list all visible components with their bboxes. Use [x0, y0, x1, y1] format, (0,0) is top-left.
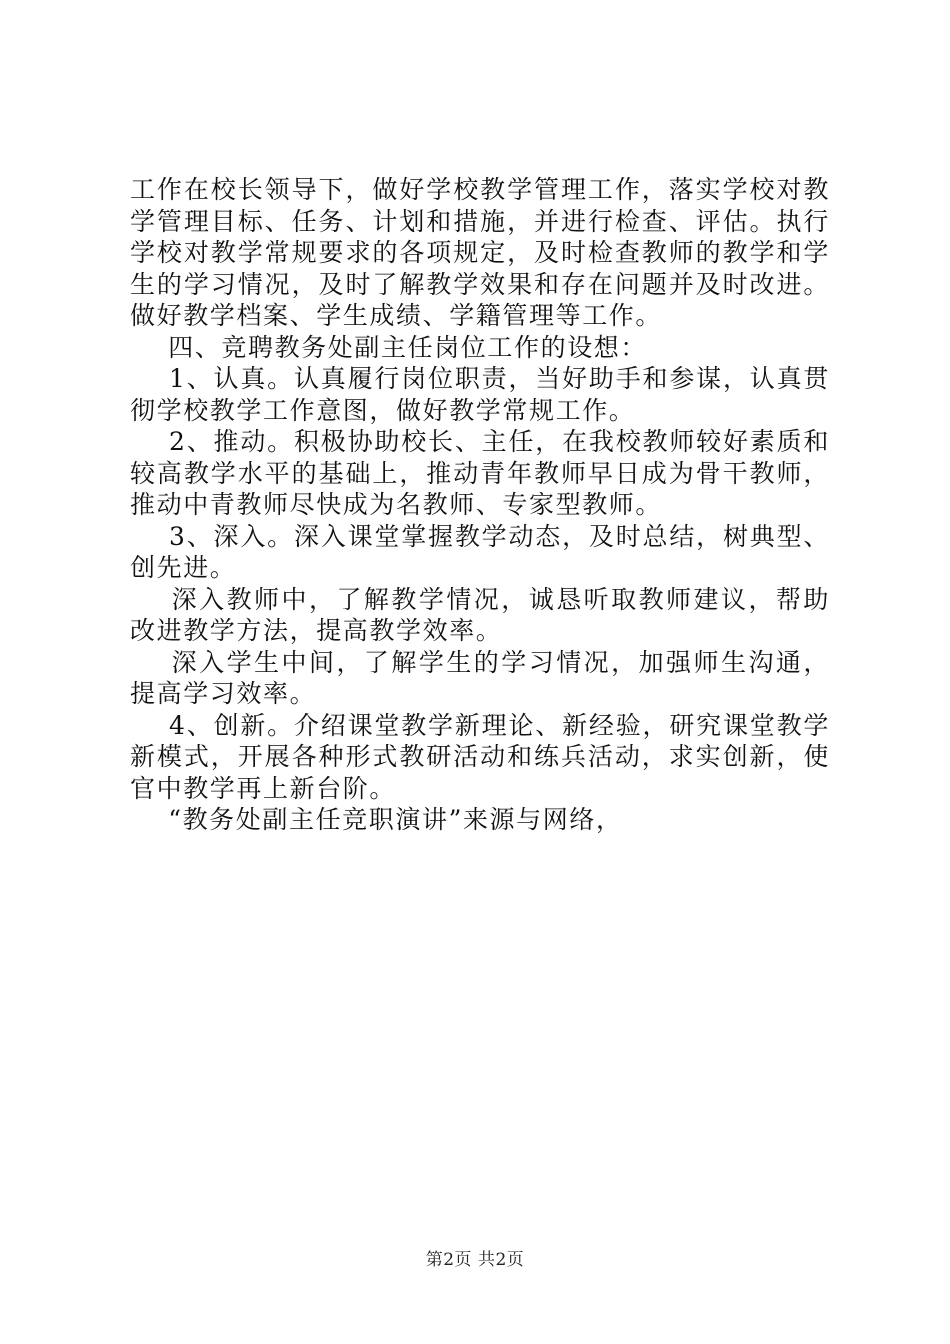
paragraph-point-3-students: 深入学生中间，了解学生的学习情况，加强师生沟通，提高学习效率。 — [130, 647, 830, 708]
paragraph-point-1: 1、认真。认真履行岗位职责，当好助手和参谋，认真贯彻学校教学工作意图，做好教学常规工作。 — [130, 364, 830, 425]
paragraph-point-2: 2、推动。积极协助校长、主任，在我校教师较好素质和较高教学水平的基础上，推动青年教师早日成为骨干教师，推动中青教师尽快成为名教师、专家型教师。 — [130, 427, 830, 519]
page-number-footer: 第2页 共2页 — [425, 1250, 525, 1270]
section-heading-plans: 四、竞聘教务处副主任岗位工作的设想： — [130, 332, 647, 362]
paragraph-point-4: 4、创新。介绍课堂教学新理论、新经验，研究课堂教学新模式，开展各种形式教研活动和练兵活动，求实创新，使官中教学再上新台阶。 — [130, 710, 830, 803]
document-body — [130, 174, 830, 836]
paragraph-duties: 工作在校长领导下，做好学校教学管理工作，落实学校对教学管理目标、任务、计划和措施，并进行检查、评估。执行学校对教学常规要求的各项规定，及时检查教师的教学和学生的学习情况，及时了解教学效果和存在问题并及时改进。做好教学档案、学生成绩、学籍管理等工作。 — [130, 175, 830, 330]
paragraph-point-3-teachers: 深入教师中，了解教学情况，诚恳听取教师建议，帮助改进教学方法，提高教学效率。 — [130, 584, 830, 645]
paragraph-source-note: “教务处副主任竞职演讲”来源与网络， — [130, 805, 623, 834]
paragraph-point-3: 3、深入。深入课堂掌握教学动态，及时总结，树典型、创先进。 — [130, 521, 830, 582]
